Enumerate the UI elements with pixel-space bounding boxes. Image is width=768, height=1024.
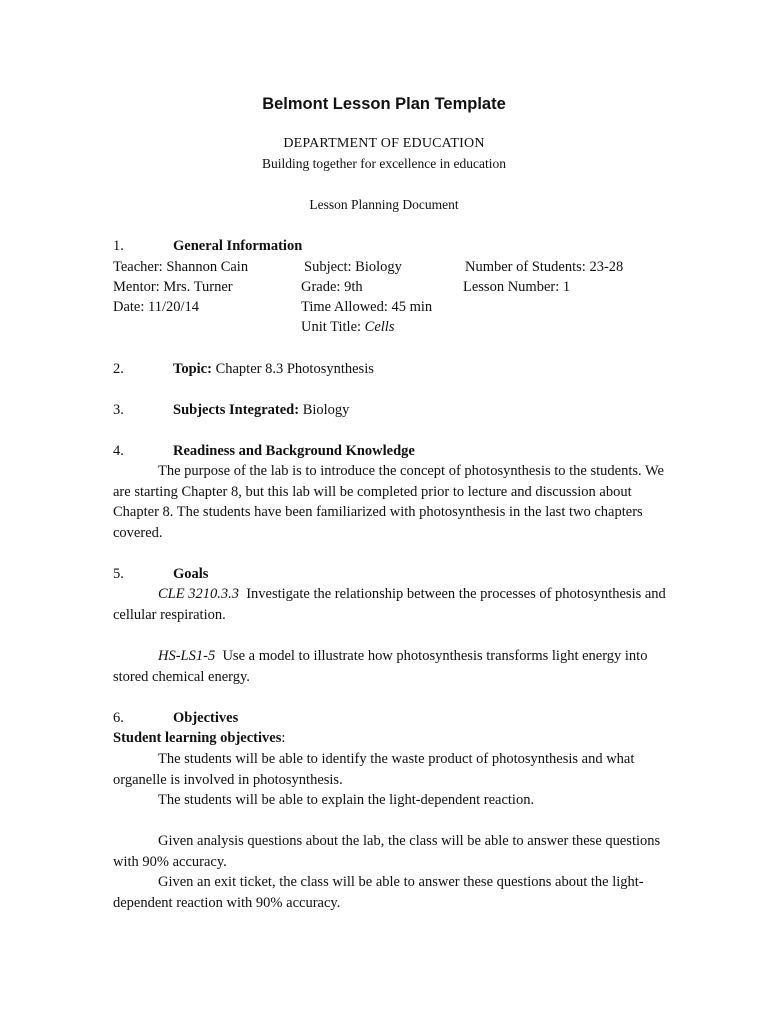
time-allowed-field: Time Allowed: 45 min bbox=[301, 299, 433, 315]
topic-label: Topic: bbox=[173, 361, 212, 377]
department-tagline: Building together for excellence in education bbox=[261, 156, 507, 171]
learning-objectives-colon: : bbox=[281, 730, 286, 746]
grade-field: Grade: 9th bbox=[301, 279, 363, 295]
readiness-heading: Readiness and Background Knowledge bbox=[173, 443, 415, 459]
readiness-paragraph: The purpose of the lab is to introduce the concept of photosynthesis to the students. We are starting Chapter 8, but this lab will be completed prior to lecture and discussion about Chapter 8. The students have been familiarized with photosynthesis in the last two chapters covered. bbox=[113, 463, 664, 541]
document-title: Belmont Lesson Plan Template bbox=[262, 95, 506, 113]
unit-title-label: Unit Title: bbox=[301, 319, 362, 335]
goal-1-code: CLE 3210.3.3 bbox=[158, 586, 239, 602]
objective-2: The students will be able to explain the light-dependent reaction. bbox=[158, 792, 535, 808]
general-info-heading: General Information bbox=[173, 238, 303, 254]
section-number-5: 5. bbox=[113, 566, 124, 582]
topic-value: Chapter 8.3 Photosynthesis bbox=[215, 361, 374, 377]
objective-3: Given analysis questions about the lab, the class will be able to answer these questions with 90% accuracy. bbox=[113, 833, 661, 870]
subjects-line bbox=[173, 403, 349, 418]
mentor-field: Mentor: Mrs. Turner bbox=[113, 279, 233, 295]
unit-title-field bbox=[301, 320, 394, 335]
objective-1: The students will be able to identify the waste product of photosynthesis and what organelle is involved in photosynthesis. bbox=[113, 751, 635, 788]
goal-1 bbox=[113, 584, 673, 625]
teacher-field: Teacher: Shannon Cain bbox=[113, 259, 249, 275]
unit-title-value: Cells bbox=[364, 319, 395, 335]
topic-line bbox=[173, 362, 374, 377]
learning-objectives-label: Student learning objectives bbox=[113, 730, 282, 746]
learning-objectives-heading bbox=[113, 731, 285, 746]
objective-4: Given an exit ticket, the class will be able to answer these questions about the light-dependent reaction with 90% accuracy. bbox=[113, 874, 644, 911]
date-field: Date: 11/20/14 bbox=[113, 299, 200, 315]
goal-2 bbox=[113, 646, 673, 687]
section-number-3: 3. bbox=[113, 402, 124, 418]
subject-field: Subject: Biology bbox=[304, 259, 402, 275]
subjects-value: Biology bbox=[302, 402, 350, 418]
objectives-heading: Objectives bbox=[173, 710, 239, 726]
goal-2-code: HS-LS1-5 bbox=[158, 648, 216, 664]
goals-heading: Goals bbox=[173, 566, 209, 582]
section-number-2: 2. bbox=[113, 361, 124, 377]
department-name: DEPARTMENT OF EDUCATION bbox=[283, 136, 485, 151]
students-field: Number of Students: 23-28 bbox=[465, 259, 624, 275]
section-number-1: 1. bbox=[113, 238, 124, 254]
subjects-label: Subjects Integrated: bbox=[173, 402, 300, 418]
document-type: Lesson Planning Document bbox=[309, 197, 459, 212]
section-number-4: 4. bbox=[113, 443, 124, 459]
lesson-number-field: Lesson Number: 1 bbox=[463, 279, 571, 295]
goal-2-text: Use a model to illustrate how photosynthesis transforms light energy into stored chemical energy. bbox=[113, 648, 648, 685]
section-number-6: 6. bbox=[113, 710, 124, 726]
goal-1-text: Investigate the relationship between the processes of photosynthesis and cellular respiration. bbox=[113, 586, 666, 623]
